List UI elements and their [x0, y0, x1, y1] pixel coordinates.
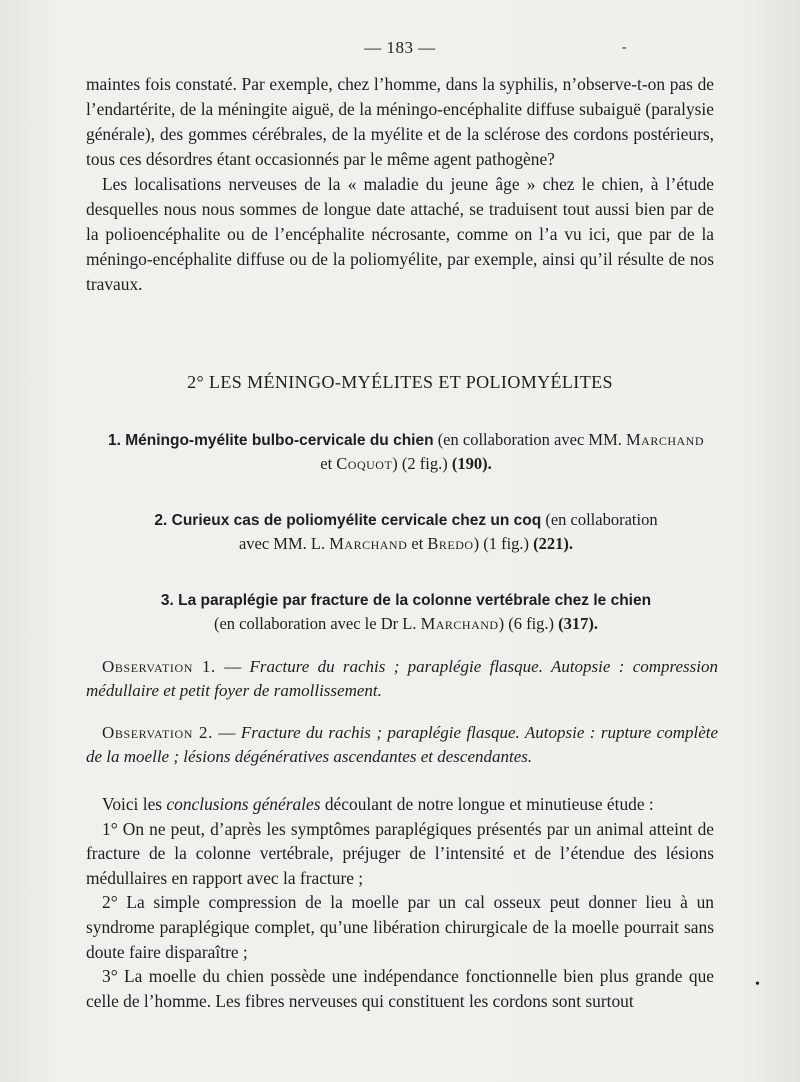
- observation-2: [86, 721, 718, 769]
- conclusion-item-1: 1° On ne peut, d’après les symptômes paraplégiques présentés par un animal atteint de fracture de la colonne vertébrale, préjuger de l’intensité et de l’étendue des lésions médullaires en rapport avec la fracture ;: [86, 818, 714, 888]
- intro-paragraph-2: Les localisations nerveuses de la « maladie du jeune âge » chez le chien, à l’étude desquelles nous nous sommes de longue date attaché, se traduisent tout aussi bien par de la polioencéphalite ou de l’encéphalite nécrosante, comme on l’a vu ici, que par de la méningo-encéphalite diffuse ou de la poliomyélite, par exemple, ainsi qu’il résulte de nos travaux.: [86, 174, 714, 294]
- conclusions-lead-after: découlant de notre longue et minutieuse étude :: [324, 794, 654, 814]
- entry-3-line-1: [86, 588, 726, 612]
- entry-3-line2-lead: (en collaboration avec le Dr L.: [213, 614, 417, 633]
- publication-entry-1: [86, 428, 726, 475]
- observation-2-head: Observation 2.: [102, 723, 213, 742]
- entry-3-line-2: [86, 612, 726, 635]
- entry-1-ref: (190).: [451, 454, 492, 473]
- conclusions-lead-em: conclusions générales: [166, 794, 321, 814]
- intro-text: [86, 72, 714, 297]
- entry-1-line-1: [86, 428, 726, 452]
- entry-2-line2-lead: avec MM. L.: [238, 534, 326, 553]
- observation-1-text: Fracture du rachis ; paraplégie flasque. Autopsie : compression médullaire et petit foyer de ramollissement.: [86, 657, 719, 700]
- entry-1-title: 1. Méningo-myélite bulbo-cervicale du chien: [107, 432, 434, 449]
- conclusion-item-2: 2° La simple compression de la moelle par un cal osseux peut donner lieu à un syndrome paraplégique complet, qu’une libération chirurgicale de la moelle pourrait sans doute faire disparaître ;: [86, 892, 714, 962]
- observation-1-dash: —: [215, 657, 250, 676]
- conclusion-item-3: 3° La moelle du chien possède une indépendance fonctionnelle bien plus grande que celle de l’homme. Les fibres nerveuses qui constituent les cordons sont surtout: [86, 966, 714, 1011]
- conclusions-lead: [86, 792, 714, 817]
- entry-3-title: 3. La paraplégie par fracture de la colonne vertébrale chez le chien: [160, 592, 652, 609]
- conclusions-lead-before: Voici les: [102, 794, 163, 814]
- entry-1-details-suffix: ) (2 fig.): [392, 454, 448, 473]
- entry-2-line-1: [86, 508, 726, 532]
- entry-2-title: 2. Curieux cas de poliomyélite cervicale chez un coq: [154, 512, 542, 529]
- entry-1-author-2: Coquot: [336, 454, 393, 473]
- observation-1-head: Observation 1.: [102, 657, 216, 676]
- publication-entry-2: [86, 508, 726, 555]
- entry-1-author-1: Marchand: [626, 430, 705, 449]
- entry-1-line-2: [86, 452, 726, 475]
- observation-2-dash: —: [213, 723, 241, 742]
- section-heading: 2° LES MÉNINGO-MYÉLITES ET POLIOMYÉLITES: [187, 372, 613, 392]
- entry-1-details-prefix: (en collaboration avec MM.: [437, 430, 622, 449]
- entry-1-line2-lead: et: [320, 454, 333, 473]
- observation-1: [86, 655, 718, 703]
- observation-2-text: Fracture du rachis ; paraplégie flasque. Autopsie : rupture complète de la moelle ; lésions dégénératives ascendantes et descendantes.: [86, 723, 719, 766]
- page-number: — 183 —: [364, 38, 436, 57]
- entry-2-details-suffix: ) (1 fig.): [473, 534, 530, 553]
- entry-2-author-1: Marchand: [329, 534, 408, 553]
- entry-2-line-2: [86, 532, 726, 555]
- entry-2-ref: (221).: [533, 534, 574, 553]
- entry-2-details-prefix: (en collaboration: [545, 510, 658, 529]
- entry-3-details-suffix: ) (6 fig.): [498, 614, 555, 633]
- entry-3-ref: (317).: [558, 614, 599, 633]
- entry-2-mid: et: [411, 534, 424, 553]
- entry-2-author-2: Bredo: [427, 534, 474, 553]
- margin-dot-mark: •: [755, 977, 760, 992]
- intro-paragraph-1: maintes fois constaté. Par exemple, chez l’homme, dans la syphilis, n’observe-t-on pas de l’endartérite, de la méningite aiguë, de la méningo-encéphalite diffuse subaiguë (paralysie générale), des gommes cérébrales, de la myélite et de la sclérose des cordons postérieurs, tous ces désordres étant occasionnés par le même agent pathogène?: [86, 74, 714, 169]
- publication-entry-3: [86, 588, 726, 635]
- corner-mark: -: [622, 40, 627, 55]
- conclusions-text: [86, 792, 714, 1013]
- entry-3-author-1: Marchand: [420, 614, 499, 633]
